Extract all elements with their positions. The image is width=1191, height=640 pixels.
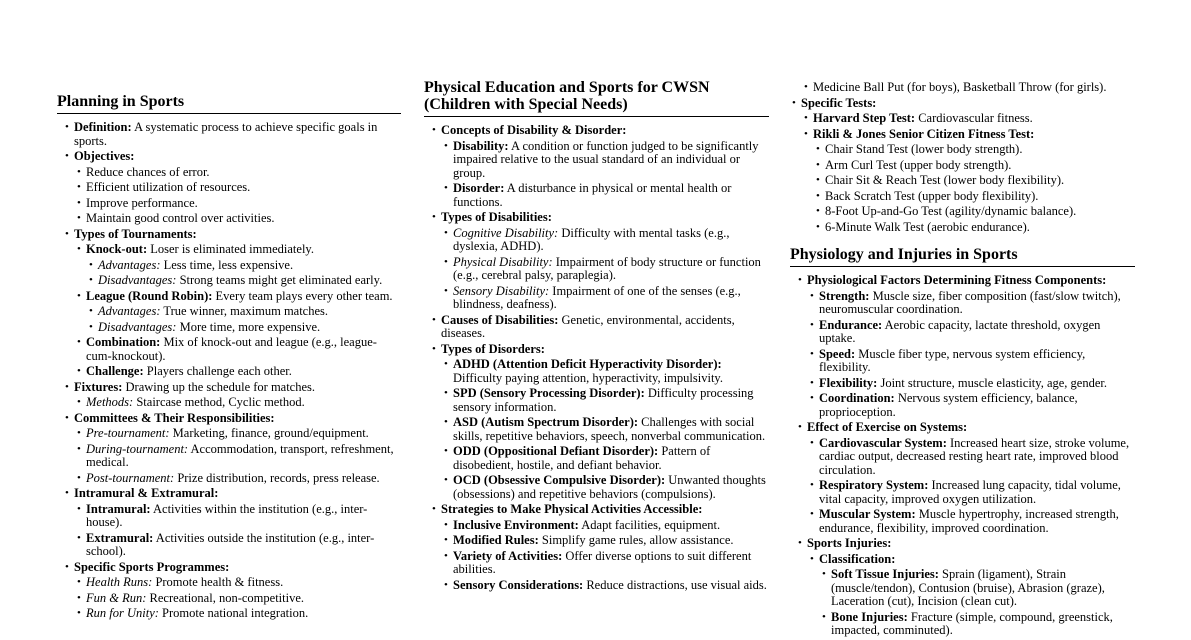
sub-list-item (87, 259, 401, 273)
list-item (63, 150, 401, 226)
sub-list-item (87, 274, 401, 288)
sub-list-item (75, 336, 401, 363)
sub-list-item (75, 243, 401, 288)
item-label: SPD (Sensory Processing Disorder): (453, 386, 645, 400)
item-label: Intramural & Extramural: (74, 486, 219, 500)
item-label: Speed: (819, 346, 856, 361)
item-text: Accommodation, transport, refreshment, medical. (86, 441, 394, 469)
list-item (63, 561, 401, 621)
sub-list-item (75, 443, 401, 470)
planning-list (63, 121, 401, 623)
item-text: Drawing up the schedule for matches. (122, 379, 316, 394)
item-label: ODD (Oppositional Defiant Disorder): (453, 444, 659, 458)
item-label: Inclusive Environment: (453, 517, 579, 532)
item-italic-label: Sensory Disability: (453, 283, 550, 298)
sub-list-item (802, 112, 1135, 126)
sub-list (74, 243, 401, 379)
sub-list-item (808, 319, 1135, 346)
item-text: Improve performance. (86, 195, 198, 210)
list-item (63, 381, 401, 410)
sub-list-item (814, 159, 1135, 173)
section-title-cwsn: Physical Education and Sports for CWSN (Children with Special Needs) (424, 79, 769, 117)
sub-list-item (75, 532, 401, 559)
item-text: Offer diverse options to suit different abilities. (453, 548, 752, 576)
sub-list-item (442, 534, 769, 548)
item-label: Definition: (74, 120, 132, 134)
sub-list-item (808, 553, 1135, 638)
sub-list-item (442, 550, 769, 577)
sub-list-item (75, 166, 401, 180)
sub-list (807, 290, 1135, 420)
list-item (430, 124, 769, 209)
sub-list-item (442, 387, 769, 414)
item-text: Less time, less expensive. (160, 257, 294, 272)
sub-list-item (814, 143, 1135, 157)
sub-list-item (75, 290, 401, 335)
item-text: Medicine Ball Put (for boys), Basketball Throw (for girls). (813, 80, 1107, 94)
sub-list-item (87, 305, 401, 319)
item-label: Types of Disorders: (441, 341, 545, 356)
section-title-physiology: Physiology and Injuries in Sports (790, 246, 1135, 267)
item-label: Disorder: (453, 181, 505, 195)
sub-list-item (442, 474, 769, 501)
item-italic-label: Advantages: (98, 304, 161, 318)
item-label: Committees & Their Responsibilities: (74, 410, 275, 425)
sub-list-item (442, 140, 769, 181)
sub-list-item (75, 576, 401, 590)
sub-list-item (442, 519, 769, 533)
sub-list-item (442, 182, 769, 209)
item-text: Back Scratch Test (upper body flexibility). (825, 188, 1039, 203)
list-item (796, 537, 1135, 638)
sub-list-item (808, 437, 1135, 478)
item-text: Joint structure, muscle elasticity, age, gender. (877, 375, 1108, 390)
sub-list (441, 140, 769, 210)
item-italic-label: Methods: (86, 395, 134, 409)
sub-list (813, 143, 1135, 234)
item-text: Players challenge each other. (143, 364, 292, 378)
sub-list-item (75, 607, 401, 621)
sub-list (819, 568, 1135, 638)
item-text: Muscle fiber type, nervous system efficiency, flexibility. (819, 346, 1086, 374)
item-text: Efficient utilization of resources. (86, 180, 251, 194)
sub-list (441, 358, 769, 501)
item-label: Sensory Considerations: (453, 577, 584, 592)
item-label: Rikli & Jones Senior Citizen Fitness Test: (813, 126, 1035, 141)
list-item (802, 81, 1135, 95)
sub-list-item (75, 503, 401, 530)
item-label: Bone Injuries: (831, 609, 908, 624)
item-text: Mix of knock-out and league (e.g., league-cum-knockout). (86, 335, 377, 363)
list-item (63, 228, 401, 379)
item-italic-label: Pre-tournament: (86, 426, 170, 440)
list-item (63, 121, 401, 148)
sub-list-item (814, 221, 1135, 235)
item-italic-label: Disadvantages: (98, 273, 177, 287)
sub-list-item (75, 396, 401, 410)
sub-list-item (808, 392, 1135, 419)
list-item (796, 421, 1135, 535)
item-text: Chair Stand Test (lower body strength). (825, 142, 1023, 156)
item-text: Promote health & fitness. (152, 575, 284, 589)
item-italic-label: Post-tournament: (86, 470, 175, 485)
item-label: Effect of Exercise on Systems: (807, 420, 968, 434)
item-text: 6-Minute Walk Test (aerobic endurance). (825, 219, 1030, 234)
sub-list-item (808, 508, 1135, 535)
list-item (430, 314, 769, 341)
item-text: Loser is eliminated immediately. (147, 242, 314, 256)
sub-list-item (75, 427, 401, 441)
item-label: Muscular System: (819, 507, 916, 521)
item-label: Extramural: (86, 530, 154, 545)
item-italic-label: Health Runs: (86, 575, 153, 589)
sub-list-item (75, 197, 401, 211)
item-text: Impairment of one of the senses (e.g., blindness, deafness). (453, 283, 741, 311)
item-label: Objectives: (74, 149, 135, 163)
sub-list-item (442, 285, 769, 312)
item-label: Strength: (819, 288, 870, 303)
item-label: Combination: (86, 335, 161, 349)
item-italic-label: Run for Unity: (86, 606, 159, 620)
item-label: Flexibility: (819, 375, 878, 390)
item-italic-label: Advantages: (98, 257, 161, 272)
item-text: Aerobic capacity, lactate threshold, oxygen uptake. (819, 317, 1101, 345)
item-label: Specific Tests: (801, 95, 877, 110)
sub-list-item (808, 348, 1135, 375)
sub-list-item (442, 256, 769, 283)
item-text: A disturbance in physical or mental health or functions. (453, 181, 732, 209)
item-text: Genetic, environmental, accidents, diseases. (441, 312, 735, 340)
sub-list (74, 576, 401, 621)
item-label: Classification: (819, 551, 896, 566)
item-italic-label: Physical Disability: (453, 254, 553, 269)
item-text: Pattern of disobedient, hostile, and defiant behavior. (453, 444, 711, 472)
list-item (63, 487, 401, 559)
sub-list (74, 427, 401, 485)
item-text: Prize distribution, records, press release. (174, 470, 380, 485)
item-text: Muscle size, fiber composition (fast/slow twitch), neuromuscular coordination. (819, 288, 1121, 316)
sub-list (86, 259, 401, 288)
sub-list-item (87, 321, 401, 335)
sub-list (801, 112, 1135, 234)
item-label: ADHD (Attention Deficit Hyperactivity Disorder): (453, 357, 722, 371)
item-text: Arm Curl Test (upper body strength). (825, 157, 1012, 172)
item-label: OCD (Obsessive Compulsive Disorder): (453, 473, 666, 487)
sub-list-item (820, 568, 1135, 609)
item-text: Chair Sit & Reach Test (lower body flexibility). (825, 173, 1065, 187)
item-text: Recreational, non-competitive. (146, 590, 305, 605)
sub-list-item (442, 416, 769, 443)
item-text: Cardiovascular fitness. (915, 111, 1033, 125)
cwsn-list (430, 124, 769, 594)
sub-list (807, 553, 1135, 638)
item-label: ASD (Autism Spectrum Disorder): (453, 415, 639, 429)
item-text: Fracture (simple, compound, greenstick, impacted, comminuted). (831, 609, 1113, 637)
item-label: Strategies to Make Physical Activities Accessible: (441, 502, 703, 516)
item-italic-label: Disadvantages: (98, 319, 177, 334)
list-item (430, 211, 769, 312)
item-text: Difficulty paying attention, hyperactivity, impulsivity. (453, 370, 723, 385)
item-text: A condition or function judged to be significantly impaired relative to the usual standard of an individual or group. (453, 138, 759, 180)
item-italic-label: Cognitive Disability: (453, 225, 559, 240)
item-label: Harvard Step Test: (813, 111, 916, 125)
item-text: Difficulty with mental tasks (e.g., dyslexia, ADHD). (453, 225, 730, 253)
fitness-tests-list (790, 81, 1135, 236)
item-italic-label: Fun & Run: (86, 590, 147, 605)
item-text: Promote national integration. (158, 606, 309, 620)
item-text: Marketing, finance, ground/equipment. (169, 426, 369, 440)
item-text: Staircase method, Cyclic method. (133, 395, 305, 409)
sub-list-item (802, 128, 1135, 235)
item-text: Maintain good control over activities. (86, 211, 275, 225)
item-text: Challenges with social skills, repetitive behaviors, speech, nonverbal communication. (453, 415, 766, 443)
item-label: Knock-out: (86, 242, 148, 256)
sub-list-item (814, 190, 1135, 204)
sub-list-item (442, 445, 769, 472)
item-label: Physiological Factors Determining Fitness Components: (807, 273, 1107, 287)
sub-list-item (442, 579, 769, 593)
sub-list-item (442, 227, 769, 254)
item-label: Types of Disabilities: (441, 210, 552, 224)
item-text: Strong teams might get eliminated early. (176, 273, 383, 287)
list-item (430, 503, 769, 592)
item-text: More time, more expensive. (176, 319, 321, 334)
item-label: Intramural: (86, 501, 151, 516)
sub-list (807, 437, 1135, 536)
sub-list-item (75, 472, 401, 486)
physiology-list (796, 274, 1135, 640)
item-label: Respiratory System: (819, 478, 929, 492)
item-label: Soft Tissue Injuries: (831, 567, 939, 581)
sub-list-item (814, 205, 1135, 219)
sub-list-item (75, 181, 401, 195)
item-text: Every team plays every other team. (212, 288, 393, 303)
item-label: Endurance: (819, 317, 883, 332)
item-label: Cardiovascular System: (819, 435, 947, 450)
sub-list-item (814, 174, 1135, 188)
item-text: Unwanted thoughts (obsessions) and repetitive behaviors (compulsions). (453, 473, 766, 501)
sub-list (74, 503, 401, 559)
item-label: Concepts of Disability & Disorder: (441, 123, 627, 137)
item-label: Modified Rules: (453, 533, 539, 547)
item-label: Sports Injuries: (807, 536, 892, 550)
item-label: Variety of Activities: (453, 548, 563, 563)
item-label: Disability: (453, 138, 509, 153)
item-text: Increased heart size, stroke volume, cardiac output, decreased resting heart rate, improved blood circulation. (819, 435, 1130, 477)
item-text: Difficulty processing sensory information. (453, 386, 754, 414)
item-label: League (Round Robin): (86, 288, 213, 303)
item-label: Fixtures: (74, 379, 123, 394)
section-title-planning: Planning in Sports (57, 93, 401, 114)
item-label: Specific Sports Programmes: (74, 559, 230, 574)
sub-list-item (75, 365, 401, 379)
sub-list-item (820, 611, 1135, 638)
item-text: Nervous system efficiency, balance, proprioception. (819, 391, 1078, 419)
sub-list-item (808, 479, 1135, 506)
sub-list-item (808, 290, 1135, 317)
item-text: Simplify game rules, allow assistance. (538, 533, 734, 547)
item-label: Coordination: (819, 391, 895, 405)
item-text: Increased lung capacity, tidal volume, vital capacity, improved oxygen utilization. (819, 478, 1121, 506)
list-item (430, 343, 769, 502)
item-italic-label: During-tournament: (86, 441, 189, 456)
item-text: Activities outside the institution (e.g., inter-school). (86, 530, 375, 558)
item-label: Causes of Disabilities: (441, 312, 559, 327)
sub-list-item (442, 358, 769, 385)
sub-list-item (75, 592, 401, 606)
item-label: Types of Tournaments: (74, 226, 197, 241)
item-text: Muscle hypertrophy, increased strength, endurance, flexibility, improved coordination. (819, 507, 1119, 535)
sub-list (74, 166, 401, 226)
sub-list-item (808, 377, 1135, 391)
item-text: Activities within the institution (e.g., inter-house). (86, 501, 368, 529)
list-item (63, 412, 401, 486)
item-text: Impairment of body structure or function (e.g., cerebral palsy, paraplegia). (453, 254, 761, 282)
item-label: Challenge: (86, 364, 144, 378)
sub-list-item (75, 212, 401, 226)
sub-list (441, 227, 769, 312)
sub-list (86, 305, 401, 334)
list-item (796, 274, 1135, 419)
item-text: True winner, maximum matches. (160, 304, 329, 318)
item-text: Reduce distractions, use visual aids. (583, 577, 767, 592)
item-text: Adapt facilities, equipment. (578, 517, 721, 532)
sub-list (441, 519, 769, 593)
item-text: Reduce chances of error. (86, 164, 210, 179)
item-text: A systematic process to achieve specific goals in sports. (74, 120, 378, 148)
item-text: 8-Foot Up-and-Go Test (agility/dynamic balance). (825, 204, 1077, 218)
sub-list (74, 396, 401, 410)
item-text: Sprain (ligament), Strain (muscle/tendon), Contusion (bruise), Abrasion (graze), Laceration (cut), Incision (clean cut). (831, 567, 1105, 608)
list-item (790, 97, 1135, 235)
